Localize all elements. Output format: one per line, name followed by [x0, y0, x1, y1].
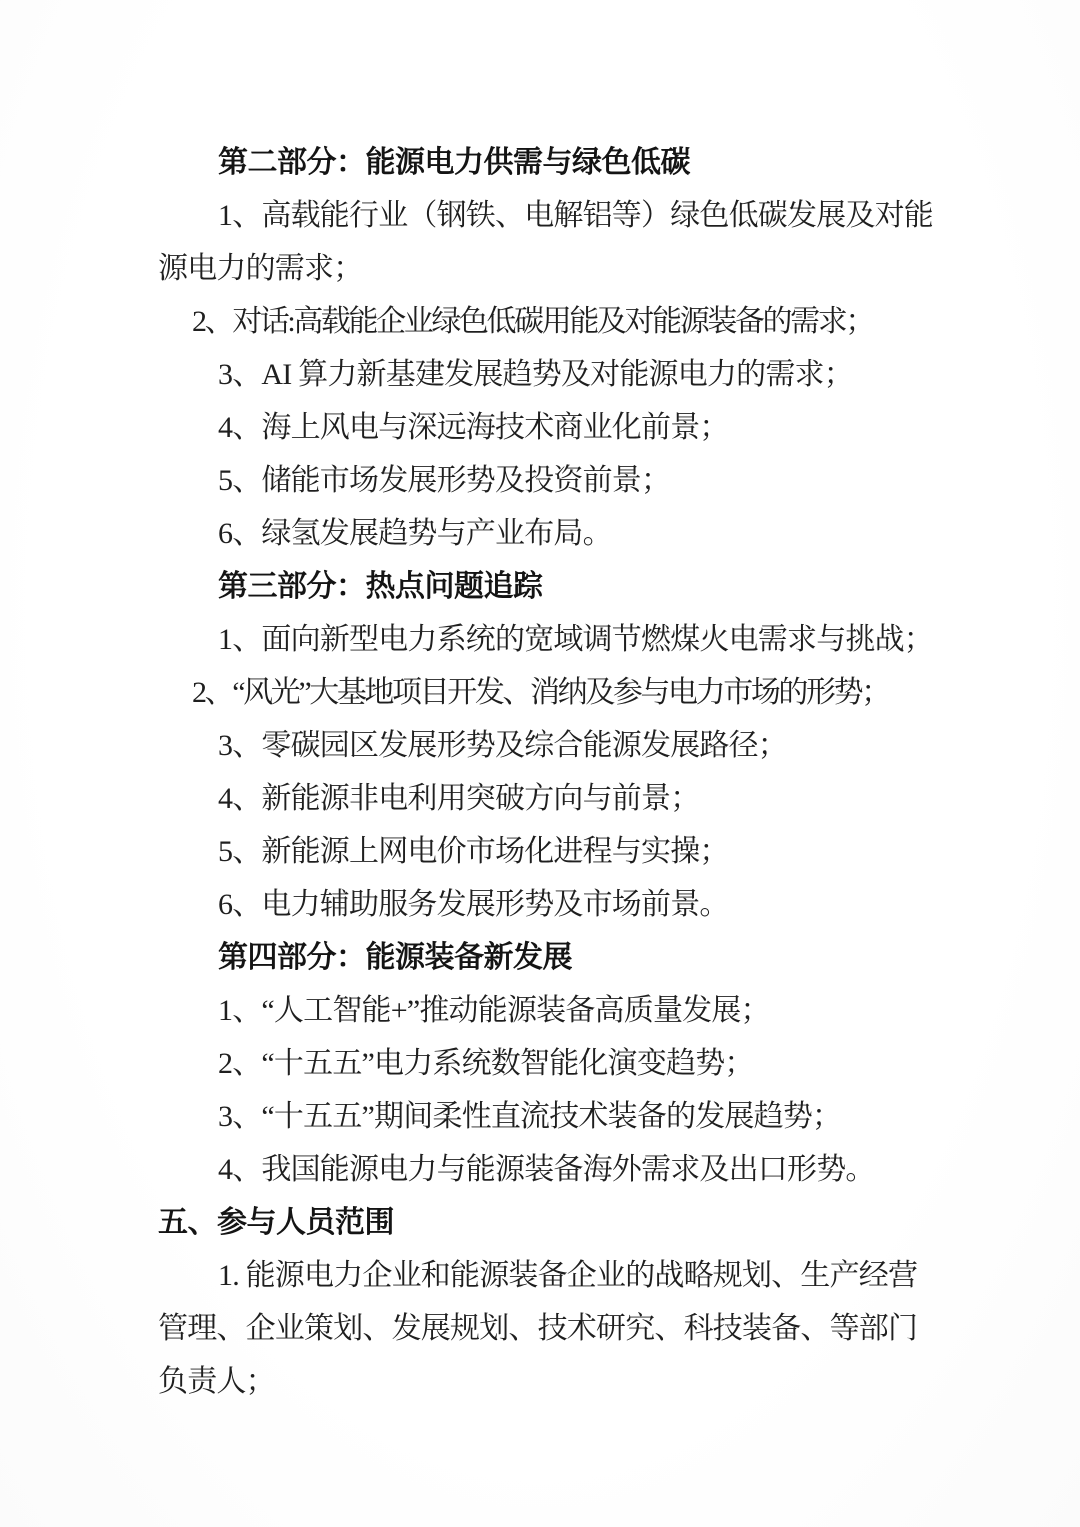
document-line: 6、电力辅助服务发展形势及市场前景。: [218, 888, 729, 921]
document-line: 2、对话:高载能企业绿色低碳用能及对能源装备的需求；: [192, 305, 873, 338]
document-line: 负责人；: [158, 1365, 275, 1398]
document-line: 2、“风光”大基地项目开发、消纳及参与电力市场的形势；: [192, 676, 889, 709]
document-line: 4、新能源非电利用突破方向与前景；: [218, 782, 700, 815]
document-line: 3、AI 算力新基建发展趋势及对能源电力的需求；: [218, 358, 853, 391]
document-line: 6、绿氢发展趋势与产业布局。: [218, 517, 612, 550]
document-content: [158, 136, 933, 1408]
document-line: 1、“人工智能+”推动能源装备高质量发展；: [218, 994, 770, 1027]
document-line: 4、我国能源电力与能源装备海外需求及出口形势。: [218, 1153, 875, 1186]
section-heading: 第二部分：能源电力供需与绿色低碳: [218, 146, 690, 179]
document-line: 5、储能市场发展形势及投资前景；: [218, 464, 671, 497]
document-line: 1、面向新型电力系统的宽域调节燃煤火电需求与挑战；: [218, 623, 933, 656]
document-line: 1、高载能行业（钢铁、电解铝等）绿色低碳发展及对能: [218, 199, 933, 232]
document-line: 3、零碳园区发展形势及综合能源发展路径；: [218, 729, 787, 762]
section-heading: 第三部分：热点问题追踪: [218, 570, 543, 603]
document-line: 3、“十五五”期间柔性直流技术装备的发展趋势；: [218, 1100, 842, 1133]
document-line: 2、“十五五”电力系统数智能化演变趋势；: [218, 1047, 754, 1080]
section-heading: 第四部分：能源装备新发展: [218, 941, 572, 974]
document-line: 5、新能源上网电价市场化进程与实操；: [218, 835, 729, 868]
document-line: 管理、企业策划、发展规划、技术研究、科技装备、等部门: [158, 1312, 918, 1345]
document-line: 1. 能源电力企业和能源装备企业的战略规划、生产经营: [218, 1259, 918, 1292]
section-heading: 五、参与人员范围: [158, 1206, 394, 1239]
document-line: 源电力的需求；: [158, 252, 363, 285]
document-line: 4、海上风电与深远海技术商业化前景；: [218, 411, 729, 444]
